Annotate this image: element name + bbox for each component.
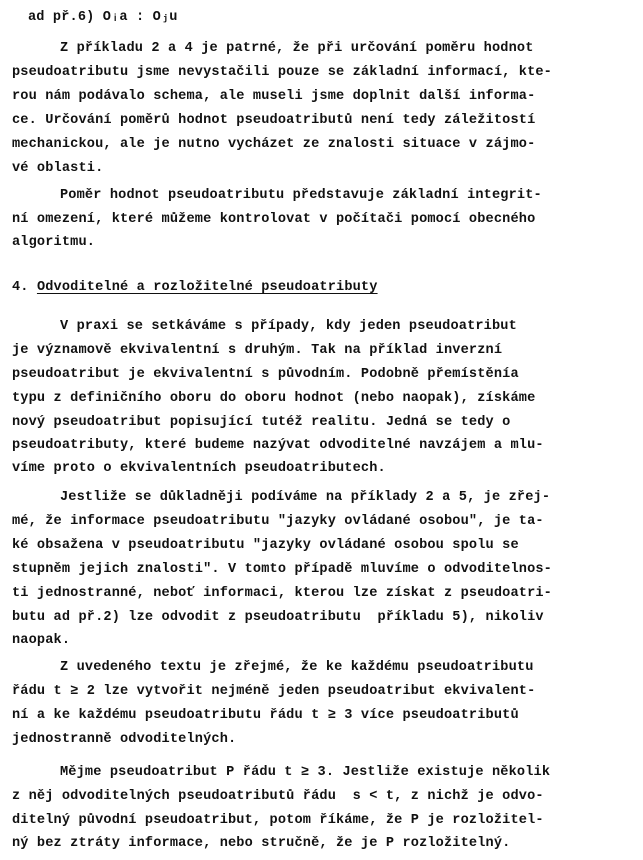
section-title: Odvoditelné a rozložitelné pseudoatributy	[36, 280, 378, 295]
paragraph-line: je významově ekvivalentní s druhým. Tak na příklad inverzní	[12, 343, 503, 358]
paragraph-line: Z příkladu 2 a 4 je patrné, že při určování poměru hodnot	[60, 41, 534, 56]
paragraph-line: vé oblasti.	[12, 161, 104, 176]
paragraph-line: rou nám podávalo schema, ale museli jsme doplnit další informa-	[12, 89, 536, 104]
paragraph-line: ní omezení, které můžeme kontrolovat v počítači pomocí obecného	[12, 212, 536, 227]
paragraph-line: Jestliže se důkladněji podíváme na příklady 2 a 5, je zřej-	[60, 490, 551, 505]
formula-line: ad př.6) Oᵢa : Oⱼu	[28, 10, 178, 25]
paragraph-line: nový pseudoatribut popisující tutéž realitu. Jedná se tedy o	[12, 415, 511, 430]
paragraph-line: jednostranně odvoditelných.	[12, 732, 237, 747]
paragraph-line: z něj odvoditelných pseudoatributů řádu s < t, z nichž je odvo-	[12, 789, 544, 804]
paragraph-line: ný bez ztráty informace, nebo stručně, že je P rozložitelný.	[12, 836, 511, 851]
paragraph-line: ditelný původní pseudoatribut, potom říkáme, že P je rozložitel-	[12, 813, 544, 828]
paragraph-line: algoritmu.	[12, 235, 96, 250]
paragraph-line: mechanickou, ale je nutno vycházet ze znalosti situace v zájmo-	[12, 137, 536, 152]
paragraph-line: ce. Určování poměrů hodnot pseudoatributů není tedy záležitostí	[12, 113, 536, 128]
paragraph-line: víme proto o ekvivalentních pseudoatributech.	[12, 461, 386, 476]
paragraph-line: pseudoatribut je ekvivalentní s původním. Podobně přemístěnía	[12, 367, 519, 382]
paragraph-line: pseudoatributy, které budeme nazývat odvoditelné navzájem a mlu-	[12, 438, 544, 453]
paragraph-line: Mějme pseudoatribut P řádu t ≥ 3. Jestliže existuje několik	[60, 765, 551, 780]
paragraph-line: typu z definičního oboru do oboru hodnot (nebo naopak), získáme	[12, 391, 536, 406]
paragraph-line: ké obsažena v pseudoatributu "jazyky ovládané osobou spolu se	[12, 538, 519, 553]
paragraph-line: naopak.	[12, 633, 71, 648]
section-heading	[12, 277, 378, 299]
paragraph-line: ti jednostranné, neboť informaci, kterou lze získat z pseudoatri-	[12, 586, 552, 601]
paragraph-line: stupněm jejich znalosti". V tomto případě mluvíme o odvoditelnos-	[12, 562, 552, 577]
paragraph-line: Poměr hodnot pseudoatributu představuje základní integrit-	[60, 188, 542, 203]
paragraph-line: pseudoatributu jsme nevystačili pouze se základní informací, kte-	[12, 65, 552, 80]
paragraph-line: ní a ke každému pseudoatributu řádu t ≥ 3 více pseudoatributů	[12, 708, 519, 723]
section-number: 4.	[12, 280, 37, 295]
paragraph-line: mé, že informace pseudoatributu "jazyky ovládané osobou", je ta-	[12, 514, 544, 529]
paragraph-line: Z uvedeného textu je zřejmé, že ke každému pseudoatributu	[60, 660, 534, 675]
paragraph-line: butu ad př.2) lze odvodit z pseudoatributu příkladu 5), nikoliv	[12, 610, 544, 625]
paragraph-line: řádu t ≥ 2 lze vytvořit nejméně jeden pseudoatribut ekvivalent-	[12, 684, 536, 699]
paragraph-line: V praxi se setkáváme s případy, kdy jeden pseudoatribut	[60, 319, 517, 334]
